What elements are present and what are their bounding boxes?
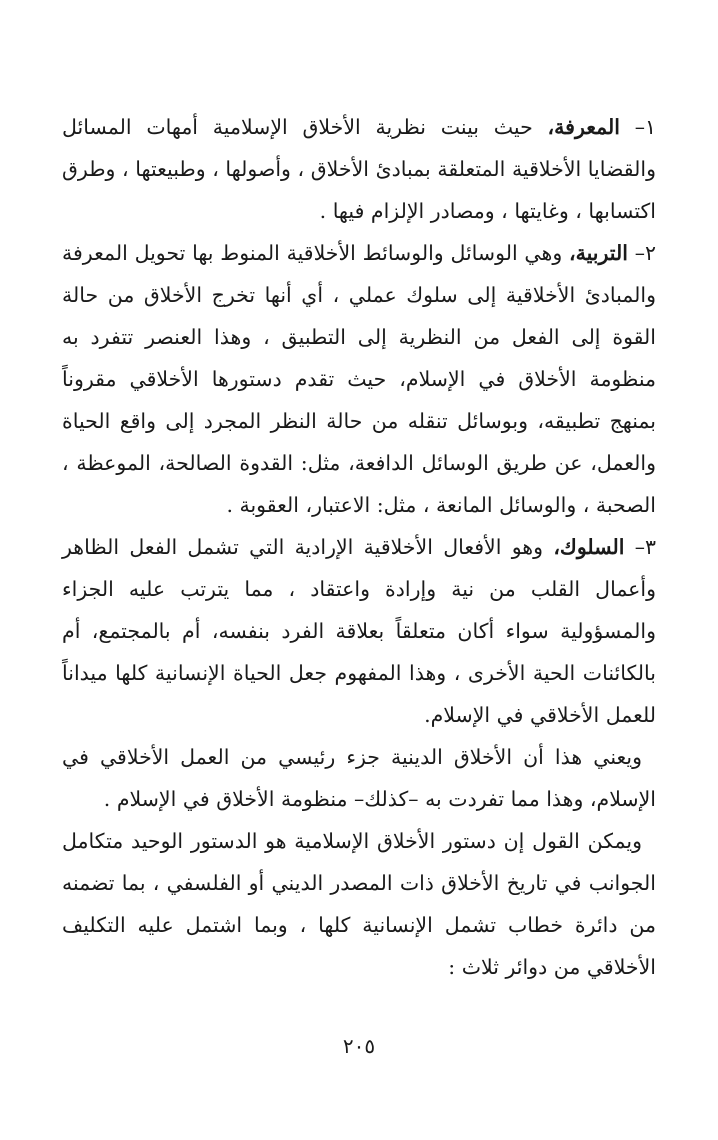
paragraph-heading: التربية، xyxy=(569,241,628,265)
paragraph-text: حيث بينت نظرية الأخلاق الإسلامية أمهات المسائل والقضايا الأخلاقية المتعلقة بمبادئ الأخلاق ، وأصولها ، وطبيعتها ، وطرق اكتسابها ، وغايتها ، ومصادر الإلزام فيها . xyxy=(62,115,656,223)
page-number: ٢٠٥ xyxy=(342,1034,376,1058)
paragraph-heading: المعرفة، xyxy=(547,115,620,139)
page-body xyxy=(62,106,656,988)
paragraph-text: وهو الأفعال الأخلاقية الإرادية التي تشمل الفعل الظاهر وأعمال القلب من نية وإرادة واعتقاد ، مما يترتب عليه الجزاء والمسؤولية سواء أكان متعلقاً بعلاقة الفرد بنفسه، أم بالمجتمع، أم بالكائنات الحية الأخرى ، وهذا المفهوم جعل الحياة الإنسانية كلها ميداناً للعمل الأخلاقي في الإسلام. xyxy=(62,535,656,727)
paragraph-knowledge xyxy=(62,106,656,232)
paragraph-number: ١– xyxy=(619,115,656,139)
paragraph-number: ٢– xyxy=(627,241,656,265)
paragraph-text: ويمكن القول إن دستور الأخلاق الإسلامية هو الدستور الوحيد متكامل الجوانب في تاريخ الأخلاق ذات المصدر الديني أو الفلسفي ، بما تضمنه من دائرة خطاب تشمل الإنسانية كلها ، وبما اشتمل عليه التكليف الأخلاقي من دوائر ثلاث : xyxy=(62,829,656,979)
paragraph-constitution xyxy=(62,820,656,988)
paragraph-number: ٣– xyxy=(624,535,656,559)
paragraph-religious-ethics xyxy=(62,736,656,820)
paragraph-heading: السلوك، xyxy=(553,535,625,559)
paragraph-education xyxy=(62,232,656,526)
paragraph-text: وهي الوسائل والوسائط الأخلاقية المنوط بها تحويل المعرفة والمبادئ الأخلاقية إلى سلوك عملي ، أي أنها تخرج الأخلاق من حالة القوة إلى الفعل من النظرية إلى التطبيق ، وهذا العنصر تتفرد به منظومة الأخلاق في الإسلام، حيث تقدم دستورها الأخلاقي مقروناً بمنهج تطبيقه، وبوسائل تنقله من حالة النظر المجرد إلى واقع الحياة والعمل، عن طريق الوسائل الدافعة، مثل: القدوة الصالحة، الموعظة ، الصحبة ، والوسائل المانعة ، مثل: الاعتبار، العقوبة . xyxy=(62,241,656,517)
paragraph-behavior xyxy=(62,526,656,736)
paragraph-text: ويعني هذا أن الأخلاق الدينية جزء رئيسي من العمل الأخلاقي في الإسلام، وهذا مما تفردت به –كذلك– منظومة الأخلاق في الإسلام . xyxy=(62,745,656,811)
